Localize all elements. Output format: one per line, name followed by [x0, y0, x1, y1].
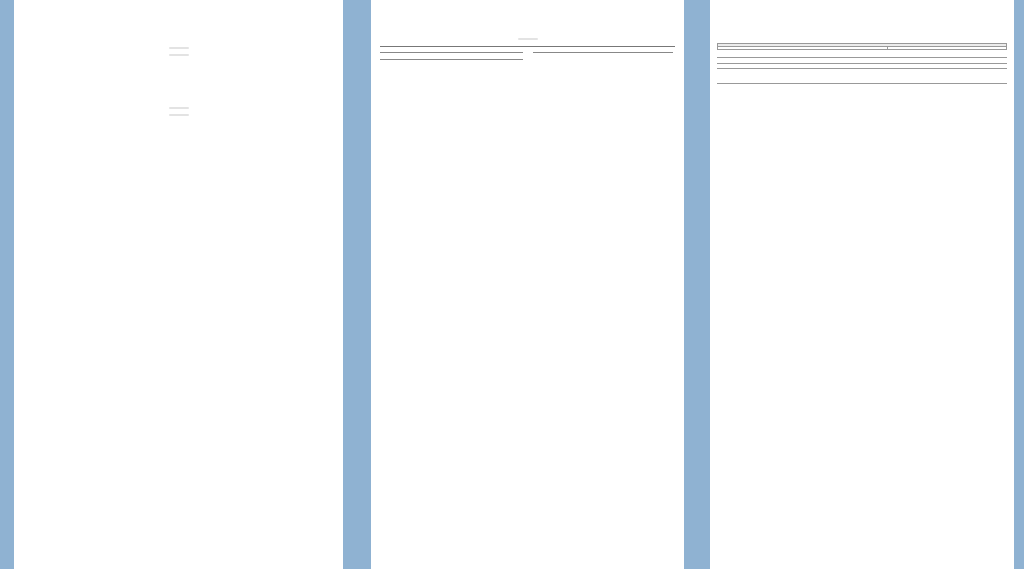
page-info — [713, 6, 1011, 563]
edge-blue-band — [1014, 0, 1024, 569]
right-blue-band — [684, 0, 710, 569]
section-rows-2 — [380, 44, 675, 47]
friday-header — [380, 59, 523, 60]
schedule-table — [717, 43, 1007, 50]
section-header — [169, 107, 189, 109]
readings-label — [718, 47, 888, 50]
middle-blue-band — [343, 0, 371, 569]
section-header — [169, 54, 189, 56]
section-header — [169, 47, 189, 49]
section-header — [169, 114, 189, 116]
page-worship-order — [18, 6, 340, 563]
confession-prayer — [24, 60, 334, 102]
mission-title — [717, 63, 1007, 69]
service-columns — [380, 52, 675, 62]
recruit-block — [717, 83, 1007, 87]
page-services — [374, 6, 681, 563]
third-service — [380, 52, 523, 62]
left-blue-band — [0, 0, 14, 569]
prayer-title — [717, 55, 1007, 58]
section-header — [518, 38, 538, 40]
wed-service — [533, 52, 673, 62]
